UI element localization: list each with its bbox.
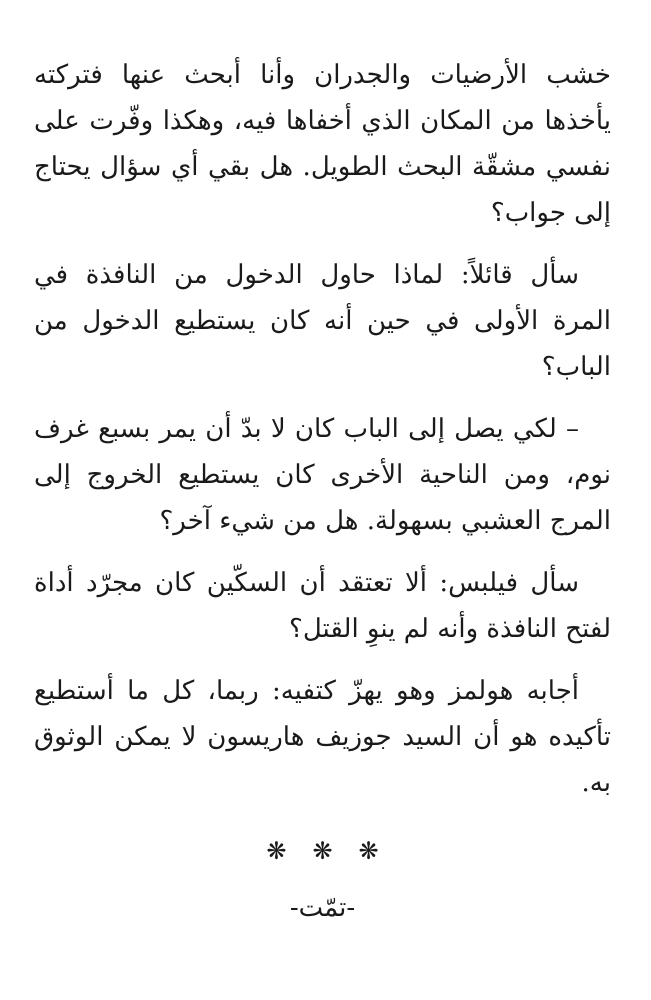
- paragraph-continuation: خشب الأرضيات والجدران وأنا أبحث عنها فتركته يأخذها من المكان الذي أخفاها فيه، وهكذا وفّرت على نفسي مشقّة البحث الطويل. هل بقي أي سؤال يحتاج إلى جواب؟: [34, 60, 611, 228]
- paragraph-question-window: سأل قائلاً: لماذا حاول الدخول من النافذة في المرة الأولى في حين أنه كان يستطيع الدخول من الباب؟: [34, 260, 611, 382]
- paragraph-holmes-answer: أجابه هولمز وهو يهزّ كتفيه: ربما، كل ما أستطيع تأكيده هو أن السيد جوزيف هاريسون لا يمكن الوثوق به.: [34, 676, 611, 798]
- asterism-icon: ❋: [266, 837, 287, 865]
- asterism-icon: ❋: [358, 837, 379, 865]
- section-separator: [34, 836, 611, 866]
- paragraph-question-knife: سأل فيلبس: ألا تعتقد أن السكّين كان مجرّد أداة لفتح النافذة وأنه لم ينوِ القتل؟: [34, 568, 611, 644]
- paragraph-answer-door: – لكي يصل إلى الباب كان لا بدّ أن يمر بسبع غرف نوم، ومن الناحية الأخرى كان يستطيع الخروج إلى المرج العشبي بسهولة. هل من شيء آخر؟: [34, 414, 611, 536]
- asterism-icon: ❋: [312, 837, 333, 865]
- end-mark: -تمّت-: [289, 893, 356, 923]
